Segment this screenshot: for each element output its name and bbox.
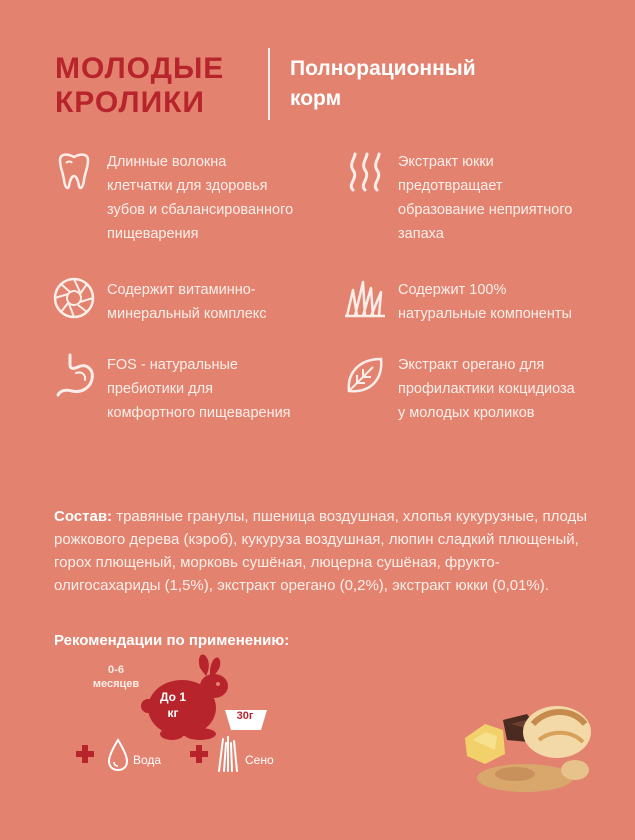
feature-text: Содержит витаминно- минеральный комплекс xyxy=(107,282,267,322)
product-subtitle: Полнорационный корм xyxy=(290,57,476,110)
brand-title: МОЛОДЫЕ КРОЛИКИ xyxy=(55,52,225,119)
feature-text: Экстракт юкки предотвращает образование неприятного запаха xyxy=(398,154,573,242)
dose-label: 30г xyxy=(236,710,254,722)
feature-text: Экстракт орегано для профилактики кокцидиоза у молодых кроликов xyxy=(398,357,575,421)
weight-label: До 1 кг xyxy=(159,690,187,720)
hay-label: Сено xyxy=(245,753,274,767)
plus-icon xyxy=(76,745,94,763)
header-divider xyxy=(268,48,270,120)
hay-icon xyxy=(215,735,241,773)
composition xyxy=(54,505,604,597)
recommendations-title: Рекомендации по применению: xyxy=(54,632,290,649)
water-drop-icon xyxy=(106,738,130,772)
grass-icon xyxy=(343,276,387,320)
food-pellets-image xyxy=(455,690,605,800)
age-label: 0-6 месяцев xyxy=(92,664,140,690)
stomach-icon xyxy=(52,353,96,397)
leaf-icon xyxy=(343,353,387,397)
water-label: Вода xyxy=(133,753,162,767)
feature-text: Содержит 100% натуральные компоненты xyxy=(398,282,572,322)
vitamin-aperture-icon xyxy=(52,276,96,320)
plus-icon xyxy=(190,745,208,763)
composition-text: травяные гранулы, пшеница воздушная, хлопья кукурузные, плоды рожкового дерева (кэроб), кукуруза воздушная, люпин сладкий плющеный, горох плющеный, морковь сушёная, люцерна сушёная, фрукто-олигосахариды (1,5%), экстракт орегано (0,2%), экстракт юкки (0,01%). xyxy=(54,508,588,594)
smell-waves-icon xyxy=(343,150,387,194)
feature-text: FOS - натуральные пребиотики для комфортного пищеварения xyxy=(107,357,291,421)
feature-text: Длинные волокна клетчатки для здоровья зубов и сбалансированного пищеварения xyxy=(107,154,294,242)
composition-label: Состав: xyxy=(54,508,113,525)
header xyxy=(55,48,595,128)
tooth-icon xyxy=(52,150,96,194)
